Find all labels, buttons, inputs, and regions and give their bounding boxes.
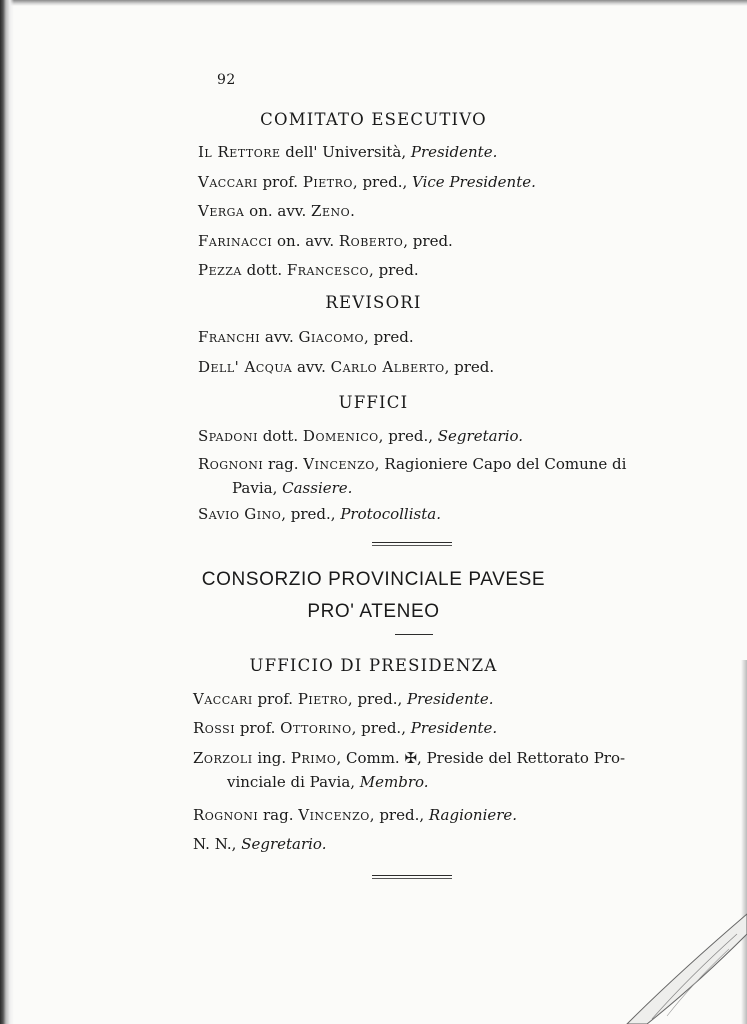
entry-text: rag. (258, 806, 299, 824)
first-name: Carlo Alberto (330, 358, 445, 376)
entry-text: avv. (292, 358, 331, 376)
entry-text: , Ragioniere Capo del Comune di (374, 455, 627, 473)
surname: Zorzoli (193, 749, 253, 767)
first-name: Pietro (302, 173, 353, 191)
entry-role: Segretario. (437, 427, 524, 445)
entry-text: , pred. (444, 358, 495, 376)
entry-text: , pred., (351, 719, 411, 737)
surname: Savio (198, 505, 240, 523)
surname: Pezza (198, 261, 242, 279)
entry-text: , (231, 835, 242, 853)
entry-continuation: Pavia, (232, 479, 283, 497)
comitato-entry-5 (198, 258, 638, 282)
first-name: Giacomo (298, 328, 365, 346)
presidenza-entry-1 (193, 687, 638, 711)
first-name: Vincenzo (298, 806, 370, 824)
entry-text: . (350, 202, 355, 220)
entry-text: dell' Università, (280, 143, 411, 161)
surname: Spadoni (198, 427, 258, 445)
consorzio-subtitle: PRO' ATENEO (307, 601, 440, 622)
first-name: Vincenzo (303, 455, 375, 473)
first-name: Francesco (286, 261, 370, 279)
entry-text: , pred. (369, 261, 419, 279)
entry-text: ing. (252, 749, 291, 767)
page-top-edge (0, 0, 747, 6)
presidenza-entry-3 (193, 746, 638, 794)
uffici-entry-2 (198, 452, 638, 500)
presidenza-entry-4 (193, 803, 638, 827)
surname: N. N. (193, 835, 232, 853)
first-name: Roberto (338, 232, 404, 250)
entry-text: , pred. (403, 232, 453, 250)
book-spine-edge (0, 0, 14, 1024)
entry-text: prof. (252, 690, 298, 708)
entry-text: , pred. (364, 328, 414, 346)
surname: Vaccari (193, 690, 253, 708)
entry-role: Vice Presidente. (412, 173, 536, 191)
presidenza-entry-5 (193, 832, 638, 856)
entry-text: , pred., (281, 505, 341, 523)
surname: Verga (198, 202, 245, 220)
comitato-entry-4 (198, 229, 638, 253)
revisori-heading: REVISORI (325, 293, 422, 312)
surname: Dell' Acqua (198, 358, 293, 376)
uffici-entry-3 (198, 502, 638, 526)
entry-text: rag. (263, 455, 304, 473)
first-name: Primo (290, 749, 337, 767)
entry-role: Protocollista. (340, 505, 441, 523)
page-corner-curl (617, 894, 747, 1024)
consorzio-title: CONSORZIO PROVINCIALE PAVESE (201, 569, 546, 590)
surname: Franchi (198, 328, 261, 346)
entry-text: , pred., (352, 173, 413, 191)
entry-text: dott. (257, 427, 303, 445)
uffici-heading: UFFICI (338, 393, 409, 412)
comitato-entry-2 (198, 170, 638, 194)
entry-text: avv. (260, 328, 299, 346)
entry-role: Segretario. (241, 835, 327, 853)
section-divider (372, 542, 452, 546)
entry-text: , pred., (378, 427, 438, 445)
entry-text: , Comm. ✠, Preside del Rettorato Pro- (336, 749, 626, 767)
uffici-entry-1 (198, 424, 638, 448)
surname: Farinacci (198, 232, 273, 250)
surname: Rossi (193, 719, 236, 737)
revisori-entry-1 (198, 325, 638, 349)
entry-text: , pred., (369, 806, 429, 824)
entry-role: Presidente. (410, 143, 498, 161)
entry-role: Ragioniere. (428, 806, 518, 824)
first-name: Zeno (311, 202, 351, 220)
entry-text: on. avv. (244, 202, 312, 220)
entry-role: Cassiere. (282, 479, 353, 497)
entry-role: Presidente. (407, 690, 494, 708)
surname: Vaccari (198, 173, 258, 191)
presidenza-heading: UFFICIO DI PRESIDENZA (249, 656, 498, 675)
entry-continuation: vinciale di Pavia, (227, 773, 360, 791)
entry-text: prof. (235, 719, 281, 737)
first-name: Domenico (302, 427, 379, 445)
entry-role: Presidente. (410, 719, 498, 737)
first-name: Ottorino (280, 719, 352, 737)
comitato-entry-1 (198, 140, 638, 164)
end-divider (372, 875, 452, 879)
first-name: Gino (244, 505, 282, 523)
entry-text: prof. (257, 173, 303, 191)
first-name: Pietro (297, 690, 348, 708)
surname: Rognoni (198, 455, 264, 473)
surname: Rognoni (193, 806, 259, 824)
title-underline (395, 634, 433, 635)
entry-text: dott. (241, 261, 287, 279)
entry-text: , pred., (347, 690, 408, 708)
surname: Il Rettore (198, 143, 281, 161)
comitato-entry-3 (198, 199, 638, 223)
page-number: 92 (217, 72, 236, 88)
entry-role: Membro. (359, 773, 429, 791)
entry-text: on. avv. (272, 232, 339, 250)
revisori-entry-2 (198, 355, 638, 379)
presidenza-entry-2 (193, 716, 638, 740)
comitato-heading: COMITATO ESECUTIVO (260, 110, 487, 129)
